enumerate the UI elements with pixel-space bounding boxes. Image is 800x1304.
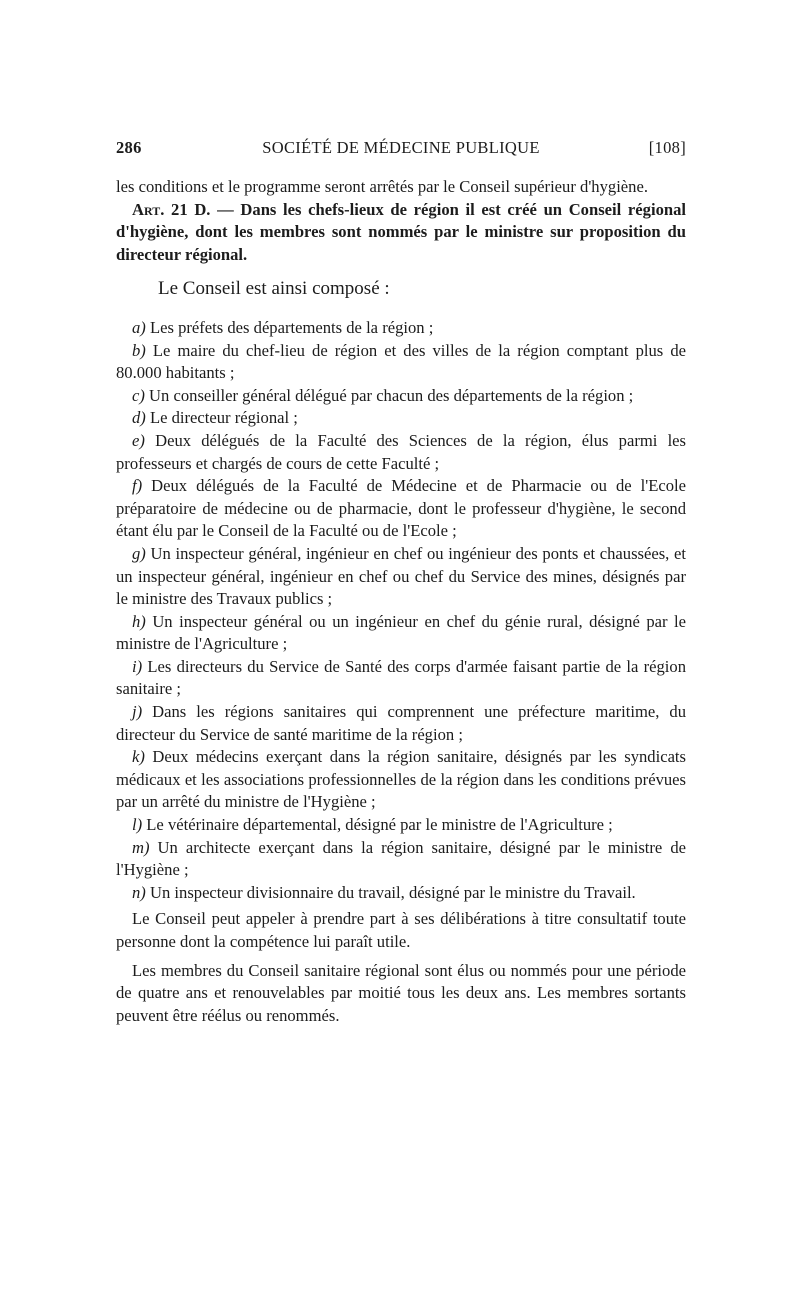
list-item xyxy=(116,340,686,385)
list-item xyxy=(116,882,686,905)
list-item xyxy=(116,385,686,408)
list-item xyxy=(116,701,686,746)
item-letter: b) xyxy=(132,340,146,360)
section-subheading: Le Conseil est ainsi composé : xyxy=(158,278,390,300)
item-letter: k) xyxy=(132,747,145,767)
list-item xyxy=(116,543,686,611)
list-item xyxy=(116,317,686,340)
item-letter: h) xyxy=(132,611,146,631)
running-header xyxy=(116,138,686,162)
item-letter: g) xyxy=(132,543,146,563)
item-text: Un inspecteur général ou un ingénieur en chef du génie rural, désigné par le ministre de l'Agriculture ; xyxy=(116,611,686,654)
list-item xyxy=(116,430,686,475)
item-text: Un conseiller général délégué par chacun des départements de la région ; xyxy=(144,385,634,405)
page-number: 286 xyxy=(116,138,142,157)
item-text: Les directeurs du Service de Santé des corps d'armée faisant partie de la région sanitaire ; xyxy=(116,656,686,699)
closing-paragraph: Le Conseil peut appeler à prendre part à ses délibérations à titre consultatif toute personne dont la compétence lui paraît utile. xyxy=(116,909,686,951)
page-body xyxy=(116,176,686,1027)
item-letter: n) xyxy=(132,882,146,902)
item-text: Le vétérinaire départemental, désigné par le ministre de l'Agriculture ; xyxy=(142,815,613,835)
article-paragraph xyxy=(116,199,686,267)
item-text: Un architecte exerçant dans la région sanitaire, désigné par le ministre de l'Hygiène ; xyxy=(116,837,686,880)
list-item xyxy=(116,611,686,656)
item-letter: e) xyxy=(132,430,145,450)
list-item xyxy=(116,746,686,814)
list-item xyxy=(116,837,686,882)
item-letter: i) xyxy=(132,656,143,676)
item-text: Dans les régions sanitaires qui comprennent une préfecture maritime, du directeur du Service de santé maritime de la région ; xyxy=(116,702,686,744)
item-text: Deux médecins exerçant dans la région sanitaire, désignés par les syndicats médicaux et les associations professionnelles de la région dans les conditions prévues par un arrêté du ministre de l'Hygiène ; xyxy=(116,747,686,812)
article-label: Art. 21 D. xyxy=(132,199,211,219)
list-item xyxy=(116,656,686,701)
paragraph-continuation: les conditions et le programme seront arrêtés par le Conseil supérieur d'hygiène. xyxy=(116,177,648,196)
closing-paragraph: Les membres du Conseil sanitaire régional sont élus ou nommés pour une période de quatre ans et renouvelables par moitié tous les deux ans. Les membres sortants peuvent être réélus ou renommés. xyxy=(116,960,686,1025)
list-item xyxy=(116,407,686,430)
article-text: — Dans les chefs-lieux de région il est créé un Conseil régional d'hygiène, dont les membres sont nommés par le ministre sur proposition du directeur régional. xyxy=(116,199,686,264)
list-item xyxy=(116,475,686,543)
item-text: Le maire du chef-lieu de région et des villes de la région comptant plus de 80.000 habitants ; xyxy=(116,340,686,383)
item-text: Les préfets des départements de la région ; xyxy=(145,317,434,337)
item-text: Un inspecteur divisionnaire du travail, désigné par le ministre du Travail. xyxy=(145,882,636,902)
item-text: Le directeur régional ; xyxy=(145,408,298,428)
item-letter: f) xyxy=(132,476,143,496)
item-letter: a) xyxy=(132,317,146,337)
item-letter: j) xyxy=(132,702,143,722)
running-title: SOCIÉTÉ DE MÉDECINE PUBLIQUE xyxy=(262,138,540,157)
item-letter: c) xyxy=(132,385,145,405)
item-text: Deux délégués de la Faculté de Médecine et de Pharmacie ou de l'Ecole préparatoire de médecine ou de pharmacie, dont le professeur d'hygiène, le second étant élu par le Conseil de la Faculté ou de l'Ecole ; xyxy=(116,476,686,541)
item-text: Deux délégués de la Faculté des Sciences de la région, élus parmi les professeurs et chargés de cours de cette Faculté ; xyxy=(116,430,686,473)
list-item xyxy=(116,814,686,837)
page-reference: [108] xyxy=(648,138,686,157)
item-text: Un inspecteur général, ingénieur en chef ou ingénieur des ponts et chaussées, et un inspecteur général, ingénieur en chef ou chef du Service des mines, désignés par le ministre des Travaux publics ; xyxy=(116,543,686,609)
item-letter: l) xyxy=(132,815,143,835)
item-letter: m) xyxy=(132,837,150,857)
item-letter: d) xyxy=(132,408,146,428)
